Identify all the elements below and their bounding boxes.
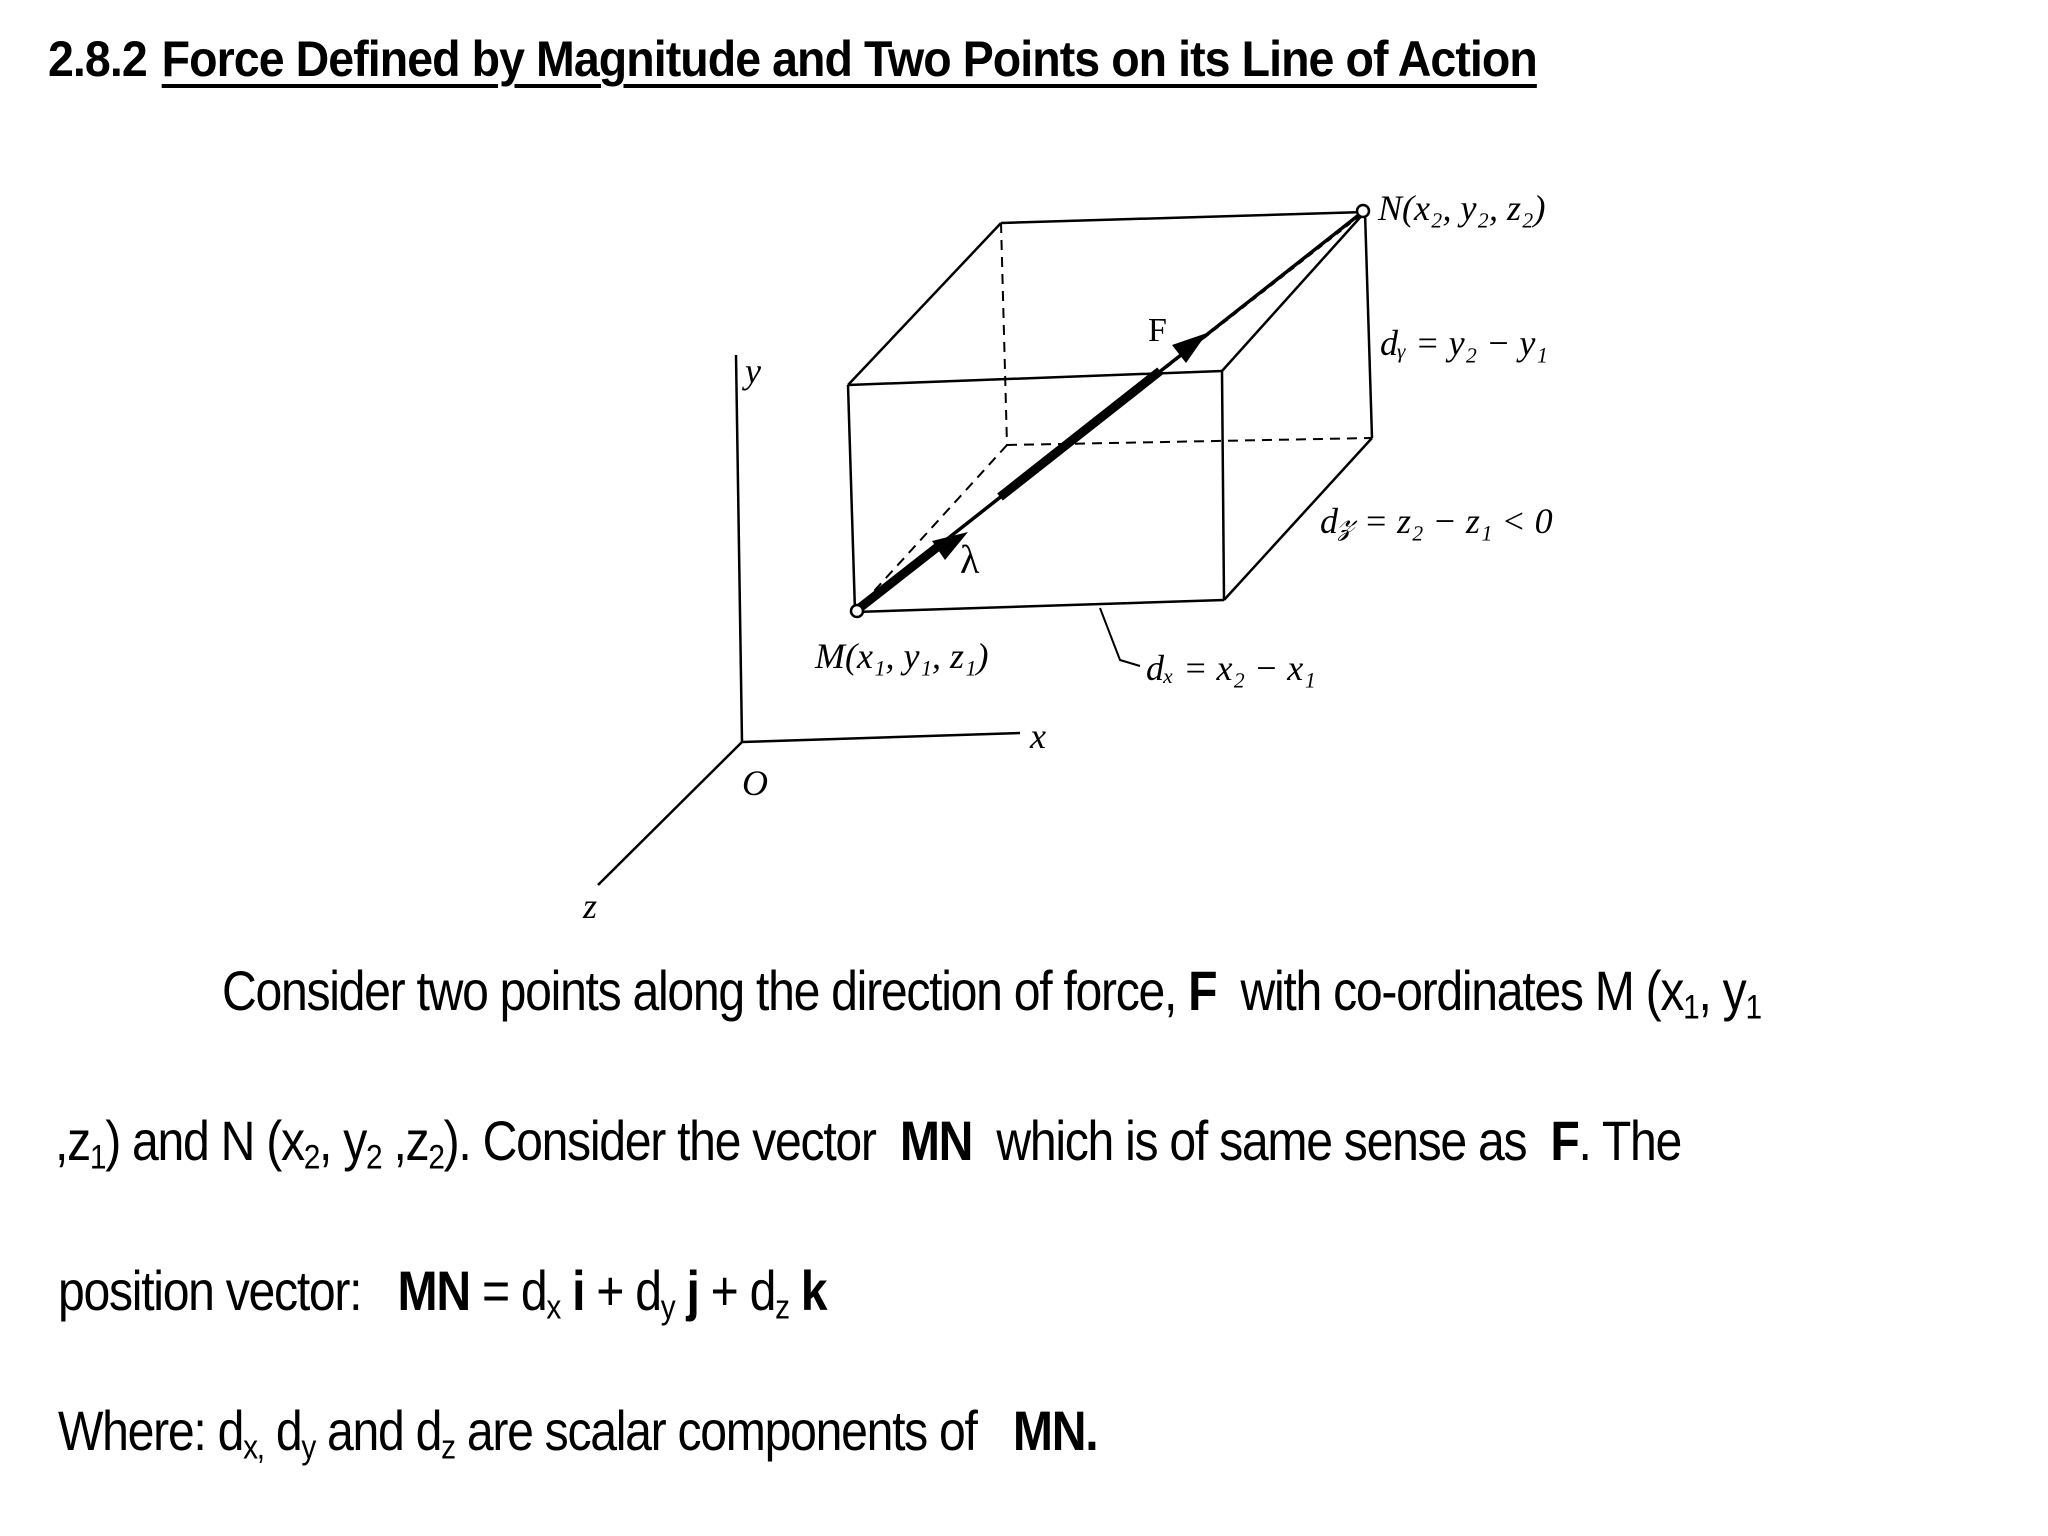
unit-vector-j: j bbox=[686, 1259, 699, 1322]
text-fragment: ,z bbox=[381, 1109, 429, 1172]
text-fragment: d bbox=[263, 1399, 302, 1462]
subscript: x, bbox=[243, 1428, 264, 1467]
subscript: z bbox=[441, 1428, 455, 1467]
text-fragment: , y bbox=[319, 1109, 367, 1172]
box-top-face bbox=[848, 212, 1365, 385]
text-fragment: ). Consider the vector bbox=[443, 1109, 876, 1172]
subscript: x bbox=[546, 1288, 561, 1327]
axis-label-x: x bbox=[1030, 716, 1046, 756]
bold-MN: MN bbox=[899, 1109, 973, 1172]
text-fragment: position vector: bbox=[58, 1259, 362, 1322]
y-axis bbox=[736, 355, 742, 742]
lambda-vector bbox=[857, 545, 940, 610]
text-fragment: . The bbox=[1578, 1109, 1681, 1172]
bold-MN: MN. bbox=[1012, 1399, 1098, 1462]
label-dy: dᵧ = y₂ − y₁ bbox=[1380, 323, 1548, 363]
subscript: z bbox=[775, 1288, 789, 1327]
text-fragment: Where: d bbox=[58, 1399, 244, 1462]
text-fragment: are scalar components of bbox=[454, 1399, 977, 1462]
text-fragment: = d bbox=[481, 1259, 547, 1322]
unit-vector-k: k bbox=[800, 1259, 827, 1322]
subscript: 1 bbox=[1745, 988, 1761, 1027]
label-dx: dₓ = x₂ − x₁ bbox=[1146, 648, 1316, 688]
section-title: Force Defined by Magnitude and Two Points on its Line of Action bbox=[161, 31, 1537, 87]
point-M bbox=[851, 605, 863, 617]
unit-vector-i: i bbox=[572, 1259, 585, 1322]
subscript: 1 bbox=[89, 1138, 106, 1177]
label-M: M(x₁, y₁, z₁) bbox=[815, 636, 989, 676]
subscript: 2 bbox=[303, 1138, 320, 1177]
bold-F: F bbox=[1550, 1109, 1579, 1172]
label-F: F bbox=[1148, 312, 1167, 349]
subscript: y bbox=[301, 1428, 315, 1467]
label-dz: d𝓏 = z₂ − z₁ < 0 bbox=[1320, 501, 1553, 541]
text-fragment: ,z bbox=[55, 1109, 90, 1172]
paragraph-line-4 bbox=[58, 1398, 1097, 1468]
paragraph-line-2 bbox=[55, 1108, 1681, 1178]
text-fragment: with co-ordinates M (x bbox=[1240, 959, 1684, 1022]
label-N: N(x₂, y₂, z₂) bbox=[1378, 188, 1546, 228]
text-fragment: and d bbox=[314, 1399, 442, 1462]
paragraph-line-1 bbox=[222, 958, 1761, 1028]
origin-label: O bbox=[742, 763, 768, 803]
x-axis bbox=[742, 733, 1020, 742]
axis-label-z: z bbox=[583, 886, 598, 926]
subscript: 2 bbox=[428, 1138, 444, 1177]
section-number: 2.8.2 bbox=[48, 31, 147, 87]
bold-F: F bbox=[1188, 959, 1217, 1022]
axis-label-y: y bbox=[745, 351, 761, 391]
subscript: 1 bbox=[1683, 988, 1699, 1027]
dx-leader-line bbox=[1100, 608, 1140, 666]
text-fragment: + d bbox=[698, 1259, 776, 1322]
text-fragment: which is of same sense as bbox=[996, 1109, 1527, 1172]
subscript: y bbox=[660, 1288, 675, 1327]
text-fragment: , y bbox=[1698, 959, 1746, 1022]
coordinate-axes bbox=[598, 355, 1020, 885]
point-N bbox=[1357, 205, 1369, 217]
paragraph-line-3 bbox=[58, 1258, 826, 1328]
force-thick-segment bbox=[1000, 371, 1160, 497]
text-fragment: ) and N (x bbox=[105, 1109, 304, 1172]
bold-MN: MN bbox=[397, 1259, 470, 1322]
text-fragment: + d bbox=[584, 1259, 661, 1322]
box-right-edges bbox=[1224, 212, 1372, 600]
label-lambda: λ bbox=[960, 537, 980, 582]
z-axis bbox=[598, 742, 742, 885]
subscript: 2 bbox=[366, 1138, 382, 1177]
text-fragment: Consider two points along the direction of force, bbox=[222, 959, 1177, 1022]
